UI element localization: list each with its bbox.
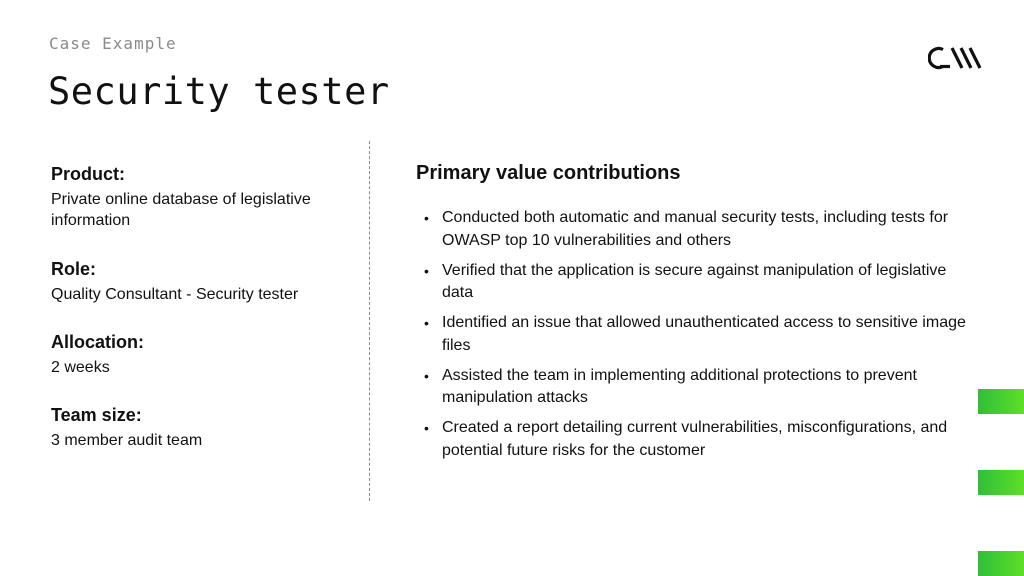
bullet-icon: • (424, 210, 429, 226)
product-field (51, 163, 331, 231)
bullet-icon: • (424, 420, 429, 436)
accent-block (978, 470, 1024, 495)
column-divider (369, 141, 370, 501)
bullet-icon: • (424, 367, 429, 384)
list-item-text: Created a report detailing current vulnerabilities, misconfigurations, and potential future risks for the customer (442, 419, 948, 459)
team-size-field (51, 404, 331, 451)
list-item (416, 312, 976, 357)
product-value: Private online database of legislative information (51, 191, 311, 229)
list-item-text: Identified an issue that allowed unauthenticated access to sensitive image files (442, 314, 966, 354)
role-field (51, 258, 331, 305)
bullet-icon: • (424, 262, 429, 279)
list-item (416, 207, 976, 252)
allocation-value: 2 weeks (51, 359, 110, 376)
role-label: Role: (51, 259, 96, 279)
bullet-icon: • (424, 315, 429, 331)
contributions-heading: Primary value contributions (416, 162, 681, 184)
list-item (416, 365, 976, 410)
list-item-text: Assisted the team in implementing additional protections to prevent manipulation attacks (442, 366, 917, 406)
contributions-list (416, 207, 976, 470)
page-title: Security tester (48, 70, 390, 113)
allocation-field (51, 331, 331, 378)
team-size-label: Team size: (51, 405, 142, 425)
cw-logo-icon (928, 45, 984, 71)
accent-block (978, 389, 1024, 414)
eyebrow-label: Case Example (49, 34, 177, 53)
allocation-label: Allocation: (51, 332, 144, 352)
role-value: Quality Consultant - Security tester (51, 286, 299, 303)
accent-block (978, 551, 1024, 576)
list-item-text: Verified that the application is secure against manipulation of legislative data (442, 261, 947, 301)
team-size-value: 3 member audit team (51, 432, 203, 449)
list-item (416, 417, 976, 462)
contributions-section (416, 160, 976, 459)
list-item (416, 260, 976, 305)
product-label: Product: (51, 164, 125, 184)
list-item-text: Conducted both automatic and manual security tests, including tests for OWASP top 10 vulnerabilities and others (442, 209, 949, 249)
